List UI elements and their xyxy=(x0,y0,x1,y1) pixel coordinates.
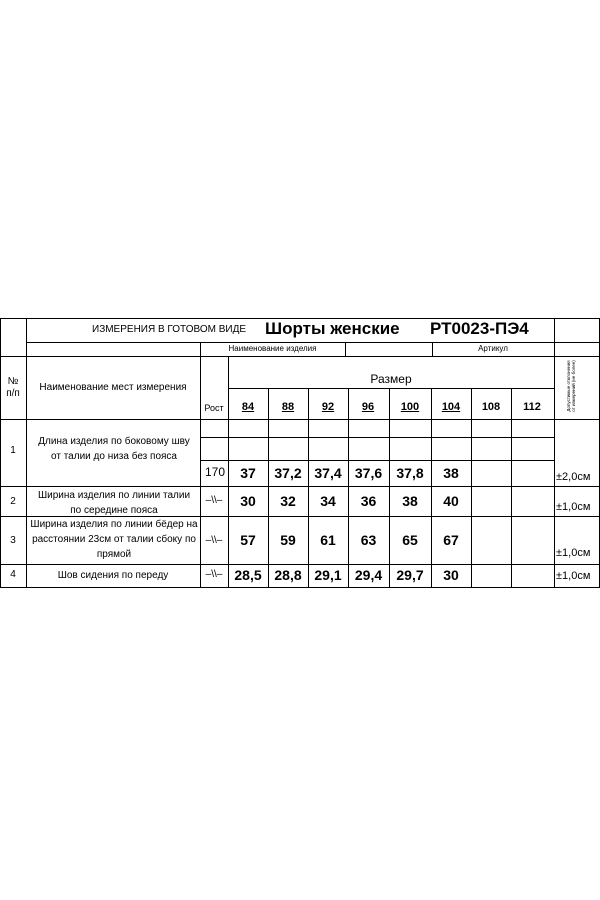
number-header xyxy=(0,376,26,400)
grid-line xyxy=(0,356,600,357)
row-3-value: 57 xyxy=(240,532,256,548)
row-4-value: 29,1 xyxy=(314,567,342,583)
row-3-tolerance: ±1,0см xyxy=(556,547,591,559)
size-header-84: 84 xyxy=(241,401,255,413)
grid-line xyxy=(26,318,27,588)
row-4-tolerance: ±1,0см xyxy=(556,570,591,582)
size-group-header: Размер xyxy=(370,372,412,386)
row-3-height: –\\– xyxy=(205,535,223,546)
grid-line xyxy=(511,388,512,588)
number-header-line1: № xyxy=(7,376,19,387)
grid-line xyxy=(0,564,600,565)
grid-line xyxy=(0,486,600,487)
grid-line xyxy=(308,388,309,588)
row-4-value: 29,7 xyxy=(396,567,424,583)
row-1-number: 1 xyxy=(10,445,16,456)
product-title: Шорты женские xyxy=(265,319,400,338)
grid-line xyxy=(431,388,432,588)
row-2-value: 30 xyxy=(240,493,256,509)
row-1-value: 37,6 xyxy=(354,465,383,481)
grid-line xyxy=(228,388,554,389)
row-1-value: 37,8 xyxy=(396,465,424,481)
grid-line xyxy=(389,388,390,588)
size-header-92: 92 xyxy=(321,401,335,413)
size-header-88: 88 xyxy=(281,401,295,413)
row-3-value: 65 xyxy=(402,532,418,548)
row-3-number: 3 xyxy=(10,535,16,546)
row-2-height: –\\– xyxy=(205,495,223,506)
number-header-line2: п/п xyxy=(6,388,20,399)
row-3-value: 67 xyxy=(443,532,459,548)
row-1-tolerance: ±2,0см xyxy=(556,471,591,483)
size-header-104: 104 xyxy=(441,401,461,413)
row-2-value: 32 xyxy=(280,493,296,509)
grid-line xyxy=(200,437,554,438)
grid-line xyxy=(200,460,554,461)
article-caption: Артикул xyxy=(478,344,508,353)
row-2-value: 38 xyxy=(402,493,418,509)
grid-line xyxy=(348,388,349,588)
row-1-height: 170 xyxy=(204,465,226,479)
row-2-value: 40 xyxy=(443,493,459,509)
row-2-tolerance: ±1,0см xyxy=(556,501,591,513)
measurements-label: ИЗМЕРЕНИЯ В ГОТОВОМ ВИДЕ xyxy=(92,324,247,335)
measure-name-header: Наименование мест измерения xyxy=(39,382,187,393)
grid-line xyxy=(26,342,600,343)
grid-line xyxy=(0,587,600,588)
row-4-value: 28,5 xyxy=(234,567,262,583)
grid-line xyxy=(345,342,346,356)
row-1-value: 38 xyxy=(443,465,459,481)
row-2-number: 2 xyxy=(10,496,16,507)
height-header: Рост xyxy=(204,403,224,413)
row-4-value: 30 xyxy=(443,567,459,583)
row-4-name: Шов сидения по переду xyxy=(57,570,169,581)
row-4-height: –\\– xyxy=(205,569,223,580)
row-2-name: Ширина изделия по линии талии по середине пояса xyxy=(37,490,191,516)
row-1-value: 37 xyxy=(240,465,256,481)
row-1-value: 37,4 xyxy=(314,465,342,481)
row-2-value: 34 xyxy=(320,493,336,509)
grid-line xyxy=(471,388,472,588)
row-3-value: 61 xyxy=(320,532,336,548)
row-3-value: 63 xyxy=(360,532,377,548)
row-4-value: 29,4 xyxy=(354,567,383,583)
size-header-112: 112 xyxy=(523,401,541,413)
grid-line xyxy=(268,388,269,588)
row-4-value: 28,8 xyxy=(274,567,302,583)
row-4-number: 4 xyxy=(10,569,16,580)
article-code: РТ0023-ПЭ4 xyxy=(430,319,529,338)
row-3-value: 59 xyxy=(280,532,296,548)
row-1-name: Длина изделия по боковому шву от талии до низа без пояса xyxy=(38,436,190,462)
tolerance-header: Допустимые отклонения от измерений (не более) xyxy=(566,360,576,412)
grid-line xyxy=(0,419,600,420)
size-header-96: 96 xyxy=(361,401,375,413)
size-header-108: 108 xyxy=(481,401,501,413)
row-3-name: Ширина изделия по линии бёдер на расстоянии 23см от талии сбоку по прямой xyxy=(30,519,198,560)
row-1-value: 37,2 xyxy=(274,465,302,481)
product-name-caption: Наименование изделия xyxy=(228,344,317,353)
grid-line xyxy=(554,318,555,356)
size-header-100: 100 xyxy=(400,401,420,413)
grid-line xyxy=(554,356,555,588)
row-2-value: 36 xyxy=(360,493,377,509)
